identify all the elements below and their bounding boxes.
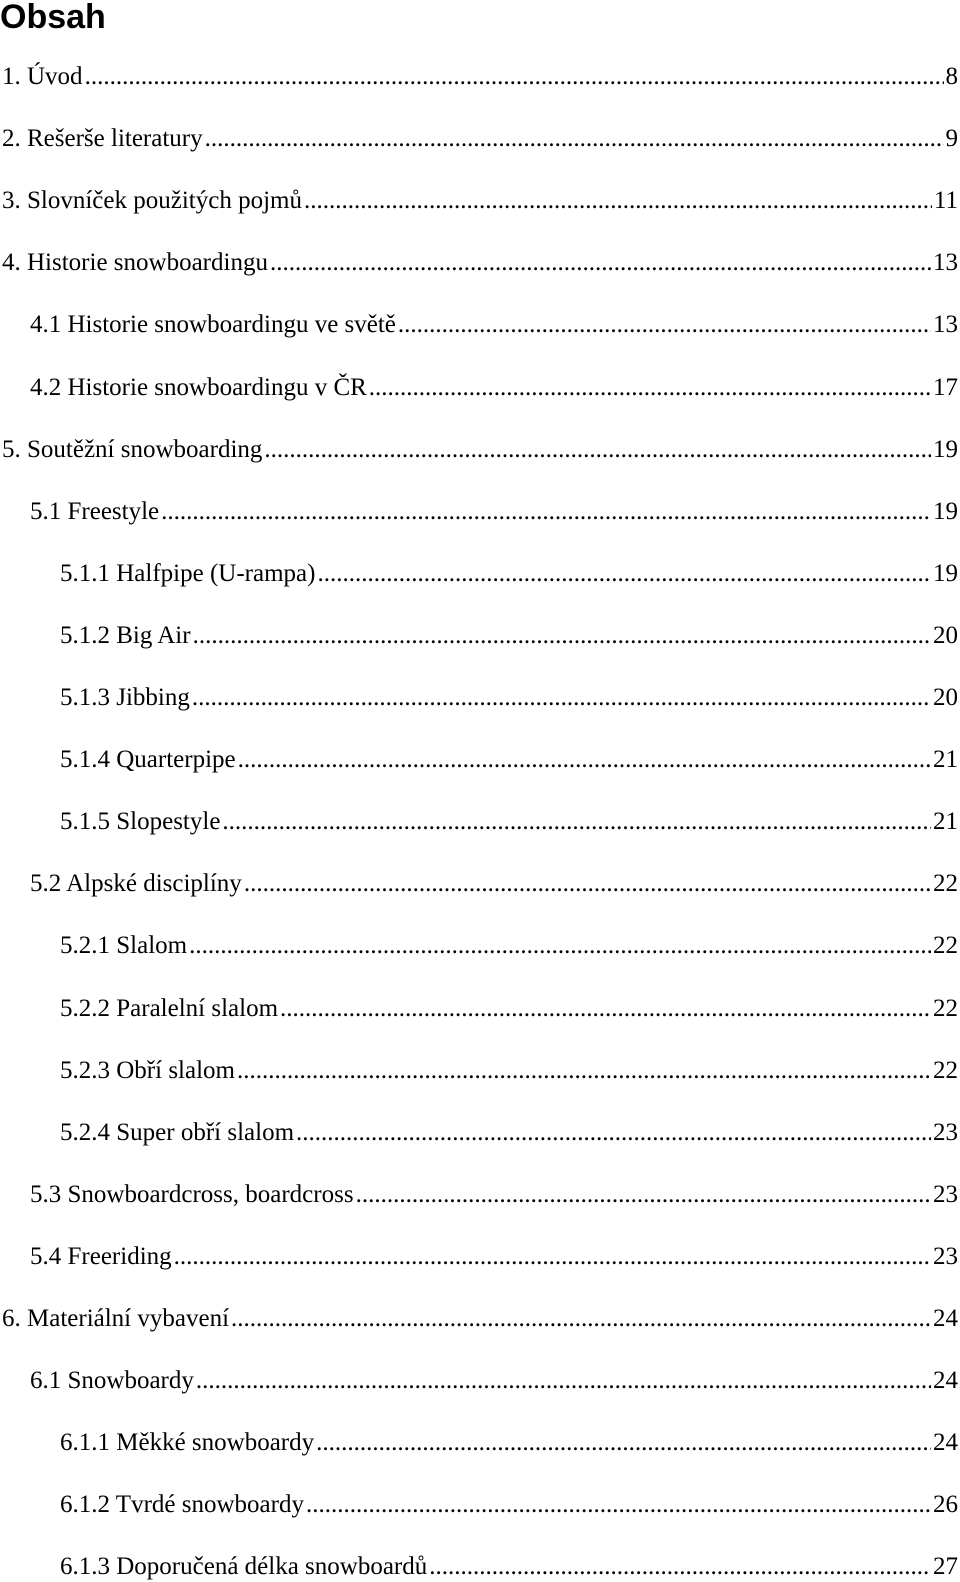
toc-entry[interactable] (0, 899, 960, 961)
toc-entry[interactable] (0, 92, 960, 154)
toc-entry[interactable] (0, 1148, 960, 1210)
toc-entry-page-number: 17 (933, 373, 958, 401)
dot-leader (205, 124, 944, 154)
toc-entry-label: 5.2.4 Super obří slalom (60, 1118, 295, 1146)
toc-entry-label: 6.1.1 Měkké snowboardy (60, 1429, 315, 1457)
toc-entry-label: 5.2.2 Paralelní slalom (60, 994, 279, 1022)
dot-leader (244, 869, 931, 899)
dot-leader (398, 310, 931, 340)
toc-entry[interactable] (0, 1396, 960, 1458)
toc-entry-page-number: 19 (933, 435, 958, 463)
dot-leader (264, 435, 931, 465)
toc-entry-label: 5.2.1 Slalom (60, 932, 188, 960)
toc-entry-page-number: 22 (933, 1056, 958, 1084)
toc-entry-page-number: 21 (933, 746, 958, 774)
dot-leader (317, 559, 931, 589)
page-title: Obsah (0, 0, 106, 36)
toc-entry-page-number: 22 (933, 994, 958, 1022)
dot-leader (280, 994, 931, 1024)
dot-leader (222, 807, 931, 837)
toc-entry-page-number: 19 (933, 497, 958, 525)
dot-leader (231, 1304, 931, 1334)
dot-leader (296, 1118, 931, 1148)
toc-entry-page-number: 24 (933, 1429, 958, 1457)
toc-entry-label: 6. Materiální vybavení (2, 1304, 230, 1332)
toc-entry[interactable] (0, 1458, 960, 1520)
dot-leader (356, 1180, 931, 1210)
toc-entry[interactable] (0, 527, 960, 589)
toc-entry[interactable] (0, 1334, 960, 1396)
toc-entry-label: 2. Rešerše literatury (2, 125, 203, 153)
toc-entry-label: 5.4 Freeriding (30, 1242, 172, 1270)
dot-leader (193, 621, 931, 651)
toc-entry-page-number: 27 (933, 1553, 958, 1581)
dot-leader (306, 1490, 931, 1520)
toc-entry-label: 5.2 Alpské disciplíny (30, 870, 242, 898)
toc-entry-page-number: 9 (945, 125, 958, 153)
dot-leader (429, 1552, 931, 1582)
dot-leader (304, 186, 932, 216)
toc-entry-label: 4.2 Historie snowboardingu v ČR (30, 373, 367, 401)
toc-entry-label: 5.1.4 Quarterpipe (60, 746, 236, 774)
toc-entry-page-number: 13 (933, 249, 958, 277)
dot-leader (270, 248, 931, 278)
table-of-contents (0, 30, 960, 1582)
toc-entry-label: 5.1 Freestyle (30, 497, 160, 525)
dot-leader (316, 1428, 931, 1458)
toc-entry-page-number: 21 (933, 808, 958, 836)
dot-leader (192, 683, 931, 713)
toc-entry[interactable] (0, 713, 960, 775)
toc-entry[interactable] (0, 30, 960, 92)
toc-entry-label: 5.2.3 Obří slalom (60, 1056, 235, 1084)
toc-entry[interactable] (0, 465, 960, 527)
toc-entry-page-number: 22 (933, 932, 958, 960)
dot-leader (237, 1056, 931, 1086)
toc-entry[interactable] (0, 340, 960, 402)
toc-entry-label: 5.1.5 Slopestyle (60, 808, 221, 836)
toc-entry-label: 6.1.3 Doporučená délka snowboardů (60, 1553, 428, 1581)
dot-leader (161, 497, 931, 527)
dot-leader (369, 373, 931, 403)
toc-entry[interactable] (0, 775, 960, 837)
toc-entry-page-number: 23 (933, 1118, 958, 1146)
dot-leader (189, 931, 931, 961)
dot-leader (196, 1366, 931, 1396)
toc-entry-label: 4.1 Historie snowboardingu ve světě (30, 311, 396, 339)
toc-entry-page-number: 19 (933, 559, 958, 587)
toc-entry-label: 5. Soutěžní snowboarding (2, 435, 263, 463)
toc-entry[interactable] (0, 837, 960, 899)
dot-leader (174, 1242, 931, 1272)
dot-leader (85, 62, 944, 92)
toc-entry-page-number: 20 (933, 684, 958, 712)
toc-entry[interactable] (0, 403, 960, 465)
toc-entry[interactable] (0, 961, 960, 1023)
toc-entry-page-number: 26 (933, 1491, 958, 1519)
toc-entry-page-number: 24 (933, 1304, 958, 1332)
toc-entry-page-number: 20 (933, 621, 958, 649)
toc-entry-label: 5.1.2 Big Air (60, 621, 191, 649)
dot-leader (238, 745, 931, 775)
toc-entry-page-number: 23 (933, 1180, 958, 1208)
toc-entry-page-number: 13 (933, 311, 958, 339)
toc-entry-page-number: 24 (933, 1367, 958, 1395)
toc-entry-label: 5.3 Snowboardcross, boardcross (30, 1180, 354, 1208)
toc-entry[interactable] (0, 278, 960, 340)
toc-entry-label: 3. Slovníček použitých pojmů (2, 187, 302, 215)
toc-entry-label: 5.1.1 Halfpipe (U-rampa) (60, 559, 316, 587)
toc-entry[interactable] (0, 1520, 960, 1582)
toc-entry[interactable] (0, 1210, 960, 1272)
toc-entry-label: 6.1.2 Tvrdé snowboardy (60, 1491, 304, 1519)
toc-entry-page-number: 8 (945, 63, 958, 91)
toc-entry[interactable] (0, 154, 960, 216)
toc-entry[interactable] (0, 589, 960, 651)
toc-entry-page-number: 23 (933, 1242, 958, 1270)
toc-entry-page-number: 22 (933, 870, 958, 898)
toc-entry[interactable] (0, 651, 960, 713)
toc-entry-label: 5.1.3 Jibbing (60, 684, 190, 712)
toc-entry[interactable] (0, 216, 960, 278)
toc-entry-label: 6.1 Snowboardy (30, 1367, 194, 1395)
toc-entry[interactable] (0, 1086, 960, 1148)
toc-entry-label: 1. Úvod (2, 63, 83, 91)
toc-entry[interactable] (0, 1272, 960, 1334)
toc-entry-page-number: 11 (933, 187, 958, 215)
toc-entry-label: 4. Historie snowboardingu (2, 249, 268, 277)
toc-entry[interactable] (0, 1024, 960, 1086)
